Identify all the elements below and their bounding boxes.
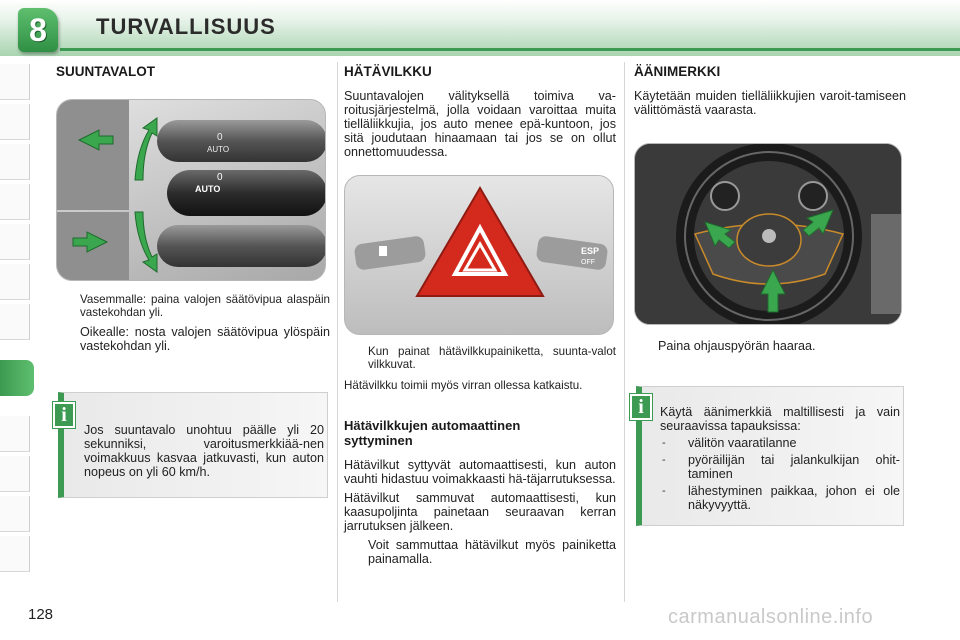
turn-signal-instructions [56, 293, 330, 353]
chapter-tabs [0, 64, 34, 584]
column-divider [624, 62, 625, 602]
stalk-bottom [157, 225, 326, 267]
chapter-tab[interactable] [0, 496, 30, 532]
chapter-tab[interactable] [0, 224, 30, 260]
chapter-tab[interactable] [0, 64, 30, 100]
esp-off-label: OFF [581, 259, 595, 266]
esp-label: ESP [581, 246, 600, 256]
info-intro: Käytä äänimerkkiä maltillisesti ja vain seuraavissa tapauksissa: [660, 405, 900, 433]
chapter-tab[interactable] [0, 184, 30, 220]
bullet-text: Oikealle: nosta valojen säätövipua ylöspäin vastekohdan yli. [80, 325, 330, 353]
info-list-text: välitön vaaratilanne [688, 436, 797, 450]
info-text: Jos suuntavalo unohtuu päälle yli 20 sekunniksi, varoitusmerkkiää-nen voimakkuus kasvaa jatkuvasti, kun auton nopeus on yli 60 km/h. [84, 423, 324, 479]
inset-frame-top [57, 100, 129, 210]
bullet-text: Paina ohjauspyörän haaraa. [658, 339, 816, 353]
stalk-middle [167, 170, 326, 216]
column-divider [337, 62, 338, 602]
stalk-label: AUTO [195, 184, 221, 194]
gauge-right [799, 182, 827, 210]
turn-signal-stalk-illustration [56, 99, 326, 281]
stalk-label: AUTO [207, 145, 230, 154]
bullet-item [344, 538, 616, 566]
steering-svg [635, 144, 902, 325]
bullet-item [634, 339, 906, 353]
hazard-auto-off: Hätävilkut sammuvat automaattisesti, kun kaasupoljinta painetaan seuraavan kerran jarrutuksen jälkeen. [344, 491, 616, 533]
chapter-tab[interactable] [0, 304, 30, 340]
chapter-tab-active[interactable] [0, 360, 34, 396]
bullet-text: Kun painat hätävilkkupainiketta, suunta-valot vilkkuvat. [368, 345, 616, 371]
info-icon: i [53, 402, 75, 428]
bullet-item [56, 293, 330, 319]
lock-icon [379, 246, 387, 256]
hazard-button-illustration [344, 175, 614, 335]
hazard-svg [345, 176, 614, 335]
dash-mark: - [662, 454, 666, 466]
lock-button [354, 235, 427, 270]
info-list-item [660, 484, 900, 512]
chapter-tab[interactable] [0, 456, 30, 492]
chapter-tab[interactable] [0, 104, 30, 140]
watermark: carmanualsonline.info [668, 606, 874, 628]
console-panel [871, 214, 902, 314]
hazard-auto-on: Hätävilkut syttyvät automaattisesti, kun auton vauhti hidastuu voimakkaasti hä-täjarrutuksessa. [344, 458, 616, 486]
dash-mark: - [662, 437, 666, 449]
gauge-left [711, 182, 739, 210]
info-list-text: pyöräilijän tai jalankulkijan ohit-taminen [688, 453, 900, 481]
info-box-horn [636, 386, 904, 526]
stalk-label: 0 [217, 132, 223, 143]
chapter-number: 8 [29, 11, 47, 48]
section-heading: SUUNTAVALOT [56, 64, 155, 79]
bullet-text: Voit sammuttaa hätävilkut myös painiketta painamalla. [368, 538, 616, 566]
column-horn [634, 60, 906, 353]
arrow-up-curved-icon [135, 118, 157, 180]
bullet-item [344, 345, 616, 371]
stalk-label: 0 [217, 172, 223, 183]
chapter-tab[interactable] [0, 416, 30, 452]
info-content [660, 405, 900, 512]
bullet-text: Vasemmalle: paina valojen säätövipua alaspäin vastekohdan yli. [80, 293, 330, 319]
stalk-svg [57, 100, 326, 281]
steering-wheel-illustration [634, 143, 902, 325]
chapter-tab[interactable] [0, 536, 30, 572]
info-icon: i [630, 394, 652, 420]
column-hazard-lights [344, 60, 616, 566]
info-list-text: lähestyminen paikkaa, johon ei ole näkyvyyttä. [688, 484, 900, 512]
chapter-tab[interactable] [0, 264, 30, 300]
section-heading: ÄÄNIMERKKI [634, 64, 721, 79]
hazard-intro: Suuntavalojen välityksellä toimiva va-roitusjärjestelmä, jolla voidaan varoittaa muita tielläliikkujia, jos auto menee epä-kuntoon, jos sitä joudutaan hinaamaan tai jos se on ollut onnettomuudessa. [344, 89, 616, 159]
bullet-item [56, 325, 330, 353]
page-number: 128 [28, 606, 54, 623]
dash-mark: - [662, 485, 666, 497]
hazard-note: Hätävilkku toimii myös virran ollessa katkaistu. [344, 379, 583, 392]
info-list-item [660, 453, 900, 481]
brand-logo [762, 229, 776, 243]
subsection-heading: Hätävilkkujen automaattinen syttyminen [344, 418, 521, 448]
chapter-tab[interactable] [0, 144, 30, 180]
chapter-badge [18, 8, 58, 52]
stalk-top [157, 120, 326, 162]
info-list-item [660, 436, 900, 450]
header-divider [60, 48, 960, 51]
column-turn-signals [56, 60, 330, 353]
horn-intro: Käytetään muiden tielläliikkujien varoit-tamiseen välittömästä vaarasta. [634, 89, 906, 117]
info-box-turn-signal [58, 392, 328, 498]
section-heading: HÄTÄVILKKU [344, 64, 432, 79]
page-title: TURVALLISUUS [96, 14, 276, 39]
arrow-down-curved-icon [135, 212, 157, 272]
